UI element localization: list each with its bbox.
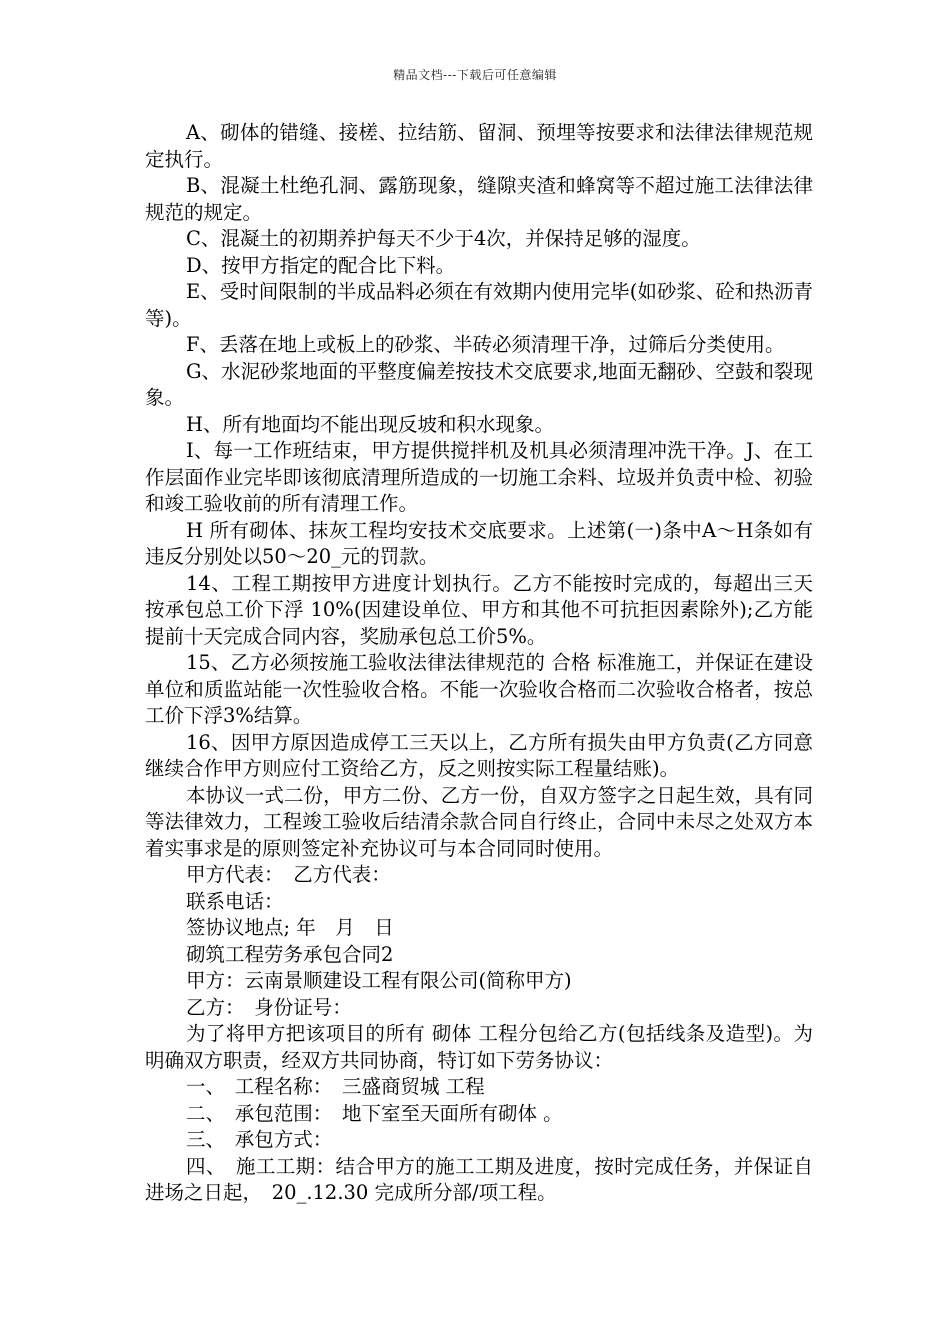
party-a-line: 甲方：云南景顺建设工程有限公司(简称甲方) — [185, 969, 572, 992]
paragraph: H 所有砌体、抹灰工程均安技术交底要求。上述第(一)条中A～H条如有违反分别处以50～20_元的罚款。 — [145, 518, 813, 568]
document-body — [145, 120, 813, 1207]
paragraph: A、砌体的错缝、接槎、拉结筋、留洞、预埋等按要求和法律法律规范规定执行。 — [145, 121, 813, 171]
party-b-line: 乙方： 身份证号： — [185, 995, 352, 1019]
clause-project-name: 一、 工程名称： 三盛商贸城 工程 — [185, 1075, 485, 1098]
clause-method: 三、 承包方式： — [185, 1128, 333, 1151]
paragraph: 15、乙方必须按施工验收法律法律规范的 合格 标准施工，并保证在建设单位和质监站能一次性验收合格。不能一次验收合格而二次验收合格者，按总工价下浮3%结算。 — [145, 651, 813, 727]
clause-scope: 二、 承包范围： 地下室至天面所有砌体 。 — [185, 1101, 563, 1125]
paragraph: E、受时间限制的半成品料必须在有效期内使用完毕(如砂浆、砼和热沥青等)。 — [145, 280, 813, 330]
paragraph: G、水泥砂浆地面的平整度偏差按技术交底要求,地面无翻砂、空鼓和裂现象。 — [145, 359, 813, 409]
paragraph: H、所有地面均不能出现反坡和积水现象。 — [185, 412, 554, 436]
paragraph: 14、工程工期按甲方进度计划执行。乙方不能按时完成的，每超出三天按承包总工价下浮 10%(因建设单位、甲方和其他不可抗拒因素除外);乙方能提前十天完成合同内容，奖励承包总工价5%。 — [145, 571, 813, 648]
sign-location-line: 签协议地点; 年 月 日 — [185, 916, 394, 939]
paragraph: 为了将甲方把该项目的所有 砌体 工程分包给乙方(包括线条及造型)。为明确双方职责，经双方共同协商，特订如下劳务协议： — [145, 1022, 813, 1072]
paragraph: C、混凝土的初期养护每天不少于4次，并保持足够的湿度。 — [185, 227, 701, 250]
clause-schedule: 四、 施工工期：结合甲方的施工工期及进度，按时完成任务，并保证自进场之日起， 20_.12.30 完成所分部/项工程。 — [145, 1154, 813, 1204]
paragraph: D、按甲方指定的配合比下料。 — [185, 253, 456, 277]
paragraph: B、混凝土杜绝孔洞、露筋现象，缝隙夹渣和蜂窝等不超过施工法律法律规范的规定。 — [145, 174, 813, 224]
paragraph: 本协议一式二份，甲方二份、乙方一份，自双方签字之日起生效，具有同等法律效力，工程竣工验收后结清余款合同自行终止，合同中未尽之处双方本着实事求是的原则签定补充协议可与本合同同时使用。 — [145, 783, 813, 860]
signature-line: 甲方代表： 乙方代表： — [185, 863, 391, 886]
paragraph: F、丢落在地上或板上的砂浆、半砖必须清理干净，过筛后分类使用。 — [185, 333, 785, 356]
paragraph: 16、因甲方原因造成停工三天以上，乙方所有损失由甲方负责(乙方同意继续合作甲方则应付工资给乙方，反之则按实际工程量结账)。 — [145, 730, 813, 780]
paragraph: I、每一工作班结束，甲方提供搅拌机及机具必须清理冲洗干净。J、在工作层面作业完毕即该彻底清理所造成的一切施工余料、垃圾并负责中检、初验和竣工验收前的所有清理工作。 — [145, 439, 813, 515]
contact-line: 联系电话： — [185, 889, 284, 913]
page-header: 精品文档---下载后可任意编辑 — [393, 68, 557, 82]
contract-title: 砌筑工程劳务承包合同2 — [185, 942, 394, 966]
